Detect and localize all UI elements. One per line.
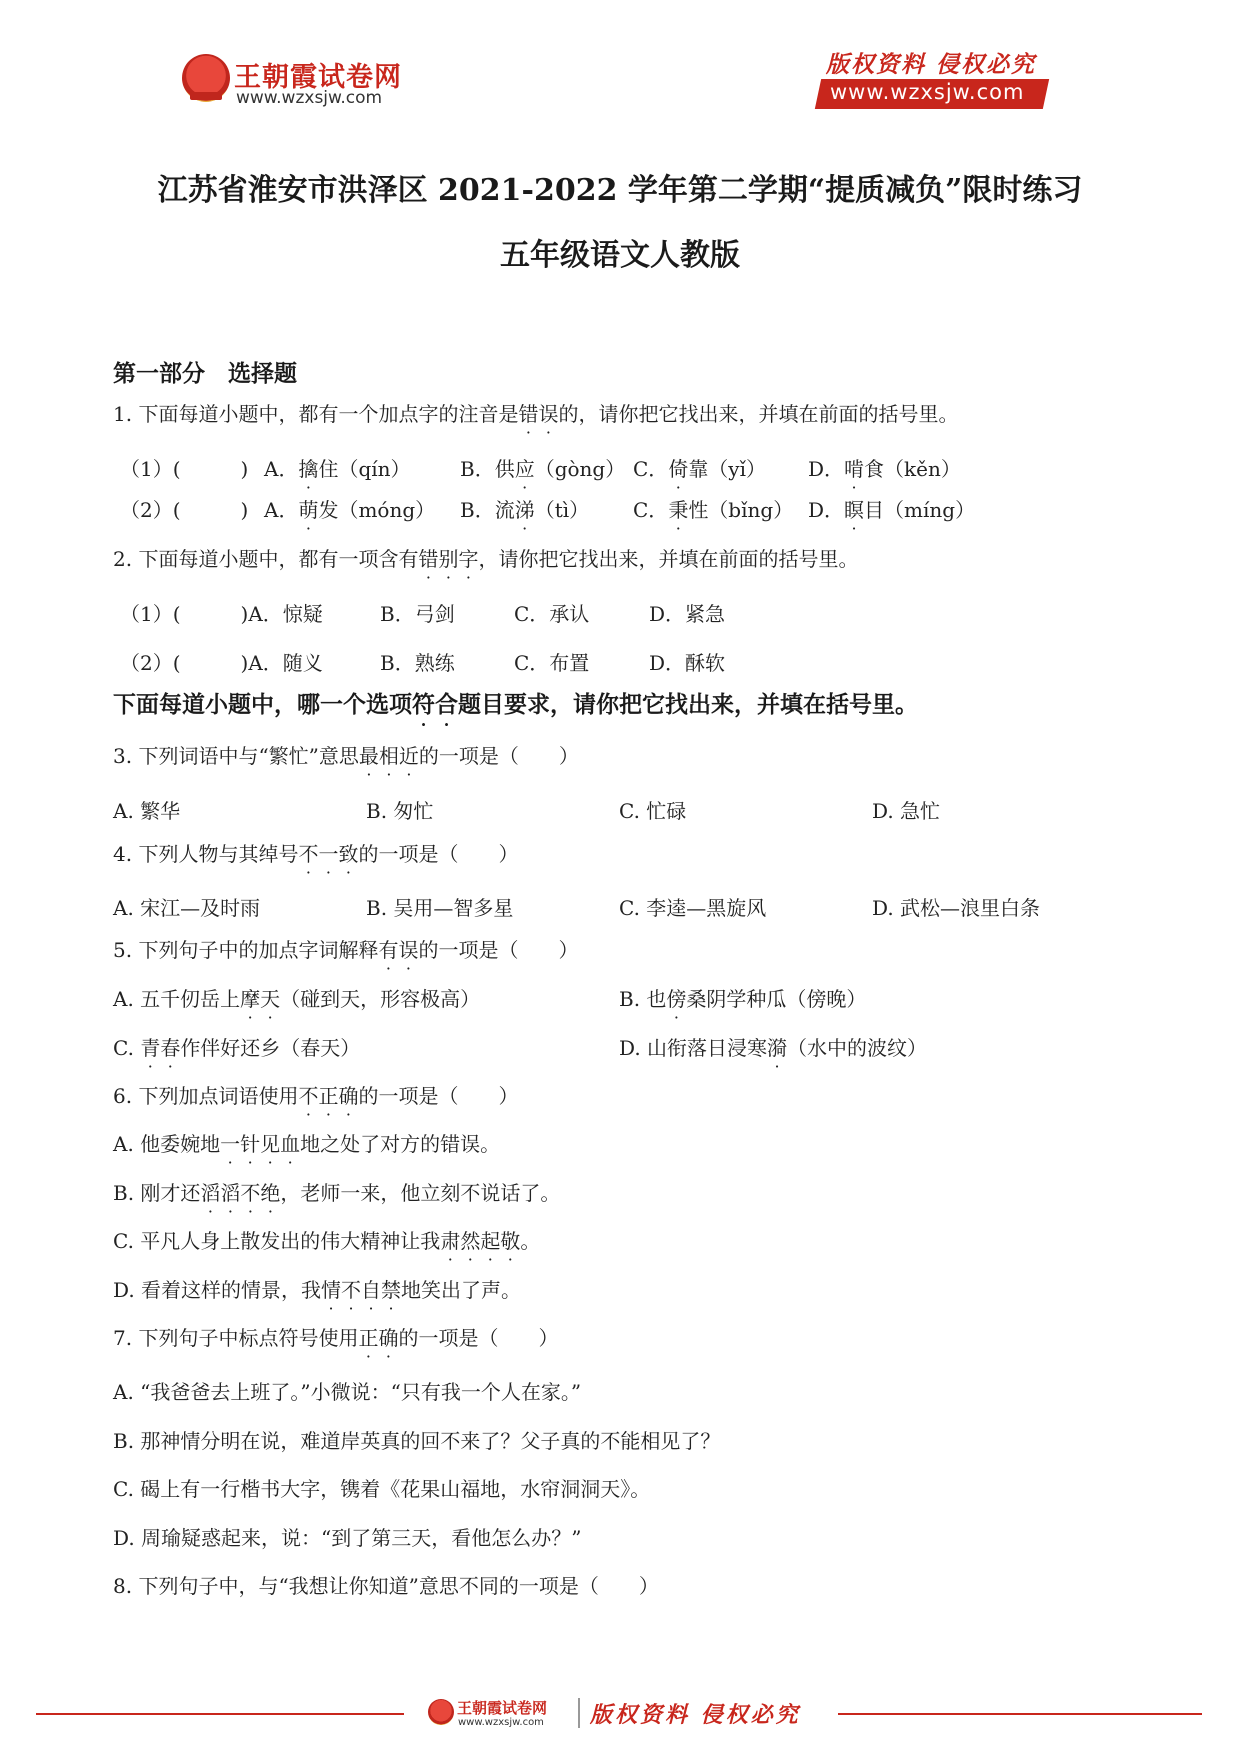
question-4-option-a: A. 宋江—及时雨 — [113, 896, 261, 920]
question-5-option-d: D. 山衔落日浸寒漪（水中的波纹） — [619, 1036, 928, 1060]
page-title: 江苏省淮安市洪泽区 2021-2022 学年第二学期“提质减负”限时练习 — [157, 173, 1083, 208]
header-url: www.wzxsjw.com — [830, 80, 1025, 104]
question-6-option-c: C. 平凡人身上散发出的伟大精神让我肃然起敬。 — [113, 1229, 541, 1253]
footer-copyright: 版权资料 侵权必究 — [590, 1702, 801, 1728]
page-subtitle: 五年级语文人教版 — [500, 238, 740, 273]
footer-separator — [578, 1698, 580, 1728]
question-1-row-2-b: B．流涕（tì） — [460, 498, 590, 522]
question-6-option-a: A. 他委婉地一针见血地之处了对方的错误。 — [113, 1132, 501, 1156]
question-2-row-1-d: D．紧急 — [649, 602, 726, 626]
question-1-row-2-a: A．萌发（móng） — [264, 498, 436, 522]
question-5-option-a: A. 五千仞岳上摩天（碰到天，形容极高） — [113, 987, 481, 1011]
question-3-stem: 3. 下列词语中与“繁忙”意思最相近的一项是（ ） — [113, 744, 579, 768]
question-2-row-1-c: C．承认 — [514, 602, 590, 626]
question-1-row-2-c: C．秉性（bǐng） — [633, 498, 794, 522]
footer-rule-right — [838, 1713, 1202, 1715]
question-1-row-2: （2）( ) — [120, 498, 249, 522]
question-1-row-1-c: C．倚靠（yǐ） — [633, 457, 767, 481]
question-5-option-b: B. 也傍桑阴学种瓜（傍晚） — [619, 987, 867, 1011]
footer-rule-left — [36, 1713, 404, 1715]
question-7-option-d: D. 周瑜疑惑起来，说：“到了第三天，看他怎么办？” — [113, 1526, 582, 1550]
question-1-stem: 1. 下面每道小题中，都有一个加点字的注音是错误的，请你把它找出来，并填在前面的括号里。 — [113, 402, 959, 426]
question-1-row-1-b: B．供应（gòng） — [460, 457, 626, 481]
question-3-option-c: C. 忙碌 — [619, 799, 687, 823]
section-heading: 第一部分 选择题 — [113, 360, 297, 387]
footer-logo-url: www.wzxsjw.com — [458, 1717, 544, 1728]
question-8-stem: 8. 下列句子中，与“我想让你知道”意思不同的一项是（ ） — [113, 1574, 659, 1598]
question-3-option-b: B. 匆忙 — [366, 799, 434, 823]
question-1-row-2-d: D．瞑目（míng） — [808, 498, 976, 522]
question-4-option-b: B. 吴用—智多星 — [366, 896, 514, 920]
question-6-option-d: D. 看着这样的情景，我情不自禁地笑出了声。 — [113, 1278, 522, 1302]
logo-emblem — [182, 54, 230, 102]
question-3-option-d: D. 急忙 — [872, 799, 941, 823]
question-5-option-c: C. 青春作伴好还乡（春天） — [113, 1036, 361, 1060]
question-2-row-1-a: （1）( )A．惊疑 — [120, 602, 323, 626]
question-1-row-1-d: D．啃食（kěn） — [808, 457, 961, 481]
section-instruction: 下面每道小题中，哪一个选项符合题目要求，请你把它找出来，并填在括号里。 — [113, 691, 918, 718]
question-7-option-b: B. 那神情分明在说，难道岸英真的回不来了？父子真的不能相见了？ — [113, 1429, 721, 1453]
question-2-row-2-a: （2）( )A．随义 — [120, 651, 323, 675]
logo-url: www.wzxsjw.com — [236, 88, 383, 108]
footer-logo-name: 王朝霞试卷网 — [457, 1699, 548, 1717]
question-1-row-1: （1）( ) — [120, 457, 249, 481]
question-2-row-2-d: D．酥软 — [649, 651, 726, 675]
question-2-row-1-b: B．弓剑 — [380, 602, 455, 626]
question-2-stem: 2. 下面每道小题中，都有一项含有错别字，请你把它找出来，并填在前面的括号里。 — [113, 547, 859, 571]
question-4-option-c: C. 李逵—黑旋风 — [619, 896, 767, 920]
question-7-option-c: C. 碣上有一行楷书大字，镌着《花果山福地，水帘洞洞天》。 — [113, 1477, 651, 1501]
footer-logo-emblem — [428, 1699, 454, 1725]
question-3-option-a: A. 繁华 — [113, 799, 181, 823]
question-5-stem: 5. 下列句子中的加点字词解释有误的一项是（ ） — [113, 938, 579, 962]
question-6-stem: 6. 下列加点词语使用不正确的一项是（ ） — [113, 1084, 519, 1108]
question-4-stem: 4. 下列人物与其绰号不一致的一项是（ ） — [113, 842, 519, 866]
question-4-option-d: D. 武松—浪里白条 — [872, 896, 1041, 920]
question-1-row-1-a: A．擒住（qín） — [264, 457, 411, 481]
question-7-stem: 7. 下列句子中标点符号使用正确的一项是（ ） — [113, 1326, 559, 1350]
question-2-row-2-b: B．熟练 — [380, 651, 455, 675]
question-7-option-a: A. “我爸爸去上班了。”小微说：“只有我一个人在家。” — [113, 1380, 582, 1404]
question-2-row-2-c: C．布置 — [514, 651, 590, 675]
header-copyright: 版权资料 侵权必究 — [826, 51, 1037, 78]
question-6-option-b: B. 刚才还滔滔不绝，老师一来，他立刻不说话了。 — [113, 1181, 561, 1205]
logo-name: 王朝霞试卷网 — [234, 62, 402, 93]
